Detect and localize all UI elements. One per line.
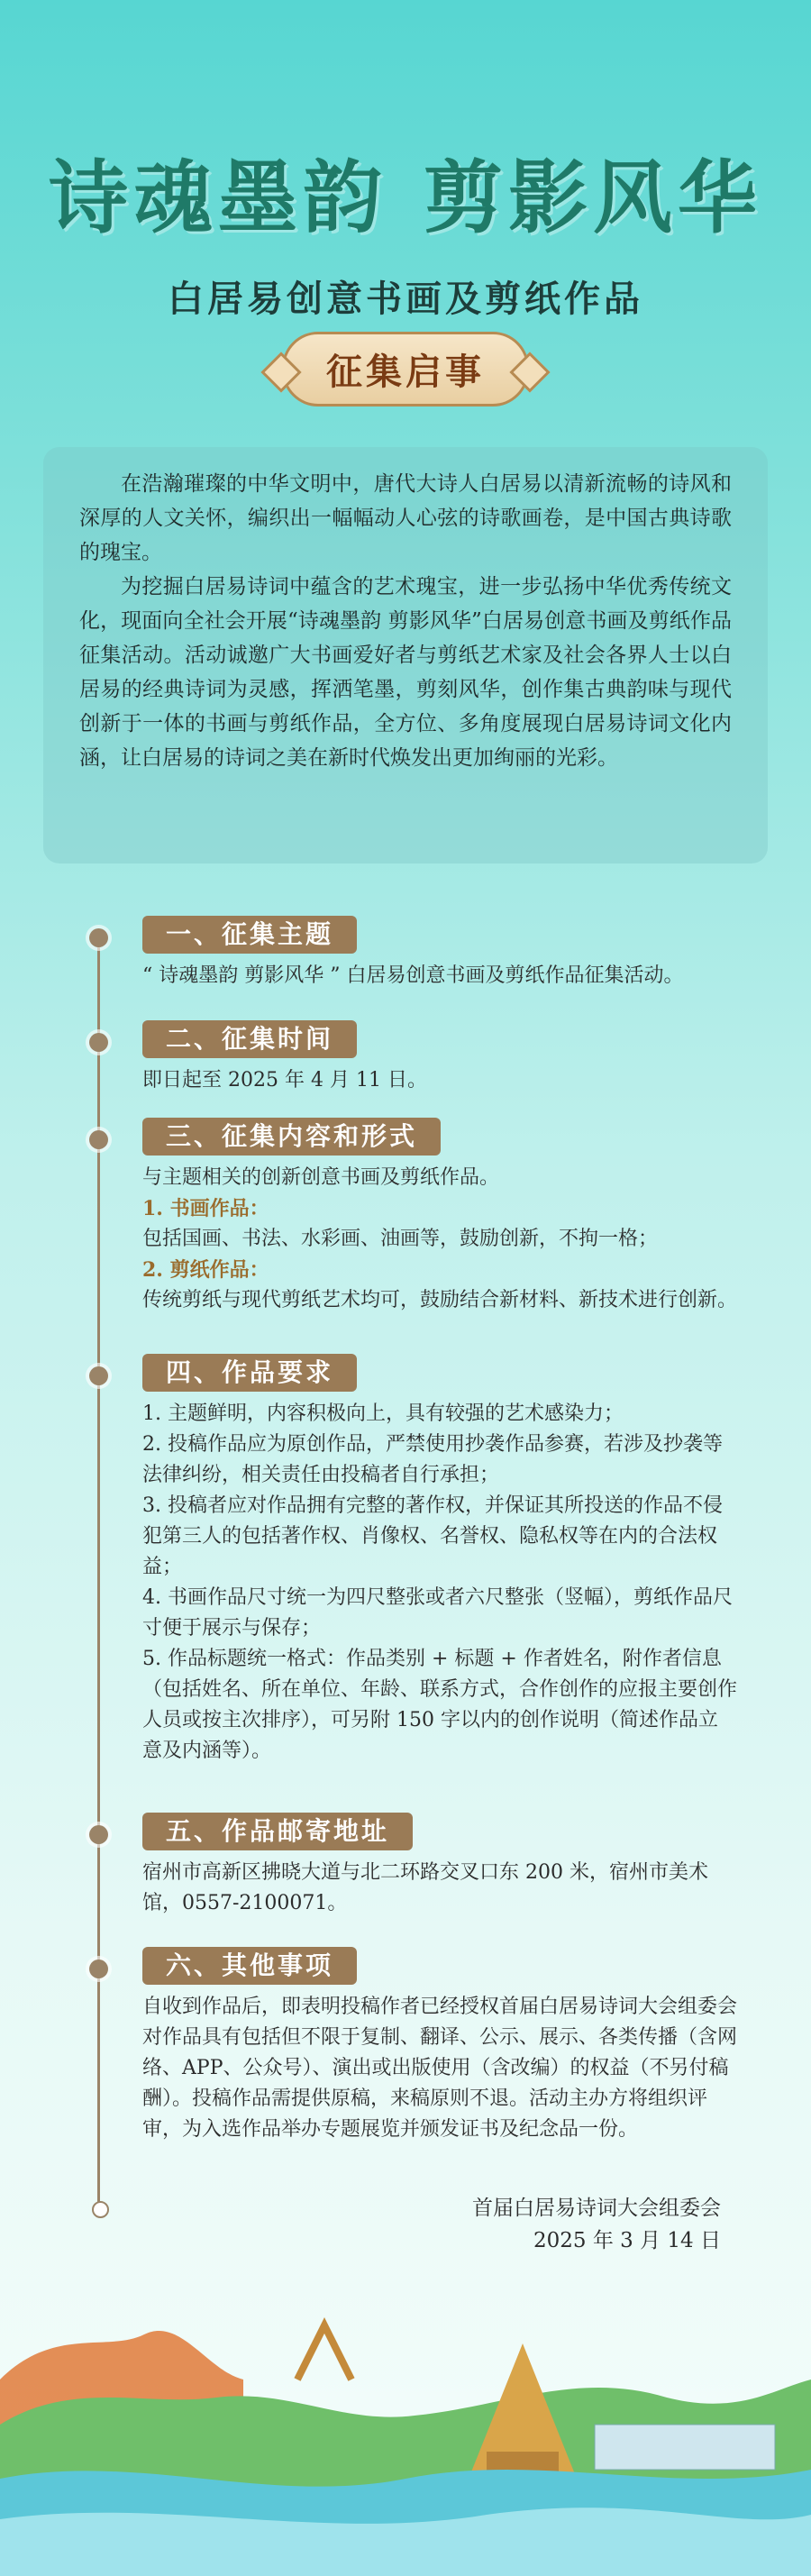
section-theme bbox=[142, 916, 737, 991]
section-heading: 一、征集主题 bbox=[142, 916, 357, 954]
section-heading: 二、征集时间 bbox=[142, 1020, 357, 1058]
section-requirements bbox=[142, 1354, 737, 1767]
sculpture-icon bbox=[297, 2325, 351, 2380]
section-body bbox=[142, 1163, 737, 1316]
subheading-calligraphy: 1. 书画作品： bbox=[142, 1197, 269, 1220]
other-text: 自收到作品后，即表明投稿作者已经授权首届白居易诗词大会组委会对作品具有包括但不限于复制、翻译、公示、展示、各类传播（含网络、APP、公众号）、演出或出版使用（含改编）的权益（不另付稿酬）。投稿作品需提供原稿，来稿原则不退。活动主办方将组织评审，为入选作品举办专题展览并颁发证书及纪念品一份。 bbox=[142, 1996, 738, 2141]
section-line: “ 诗魂墨韵 剪影风华 ” 白居易创意书画及剪纸作品征集活动。 bbox=[142, 964, 684, 987]
section-heading: 六、其他事项 bbox=[142, 1947, 357, 1985]
section-body bbox=[142, 1065, 737, 1096]
section-body bbox=[142, 961, 737, 991]
timeline-dot bbox=[89, 1825, 108, 1844]
timeline-line bbox=[97, 934, 100, 2208]
timeline-dot bbox=[89, 1033, 108, 1052]
section-address bbox=[142, 1813, 737, 1919]
title-part1: 诗魂墨韵 bbox=[48, 151, 387, 244]
requirement-item: 4. 书画作品尺寸统一为四尺整张或者六尺整张（竖幅），剪纸作品尺寸便于展示与保存； bbox=[142, 1586, 733, 1640]
badge-wrap bbox=[0, 332, 811, 406]
signature-date: 2025 年 3 月 14 日 bbox=[533, 2229, 721, 2252]
section-body bbox=[142, 1858, 737, 1919]
announcement-badge: 征集启事 bbox=[282, 332, 529, 406]
timeline-dot bbox=[89, 1959, 108, 1978]
section-line: 与主题相关的创新创意书画及剪纸作品。 bbox=[142, 1166, 500, 1189]
requirement-item: 5. 作品标题统一格式：作品类别 + 标题 + 作者姓名，附作者信息（包括姓名、所在单位、年龄、联系方式，合作创作的应报主要创作人员或按主次排序），可另附 150 字以内的创作说明（简述作品立意及内涵等）。 bbox=[142, 1648, 738, 1762]
timeline-dot bbox=[89, 1130, 108, 1149]
section-line: 包括国画、书法、水彩画、油画等，鼓励创新，不拘一格； bbox=[142, 1228, 659, 1250]
requirement-item: 1. 主题鲜明，内容积极向上，具有较强的艺术感染力； bbox=[142, 1402, 624, 1425]
signature-org: 首届白居易诗词大会组委会 bbox=[472, 2197, 721, 2220]
section-other bbox=[142, 1947, 737, 2145]
address-text: 宿州市高新区拂晓大道与北二环路交叉口东 200 米，宿州市美术馆，0557-2100071。 bbox=[142, 1861, 708, 1914]
requirement-item: 2. 投稿作品应为原创作品，严禁使用抄袭作品参赛，若涉及抄袭等法律纠纷，相关责任由投稿者自行承担； bbox=[142, 1433, 723, 1486]
section-line: 传统剪纸与现代剪纸艺术均可，鼓励结合新材料、新技术进行创新。 bbox=[142, 1289, 738, 1311]
building-icon bbox=[595, 2425, 775, 2470]
requirement-item: 3. 投稿者应对作品拥有完整的著作权，并保证其所投送的作品不侵犯第三人的包括著作权、肖像权、名誉权、隐私权等在内的合法权益； bbox=[142, 1494, 723, 1578]
timeline-end-dot bbox=[92, 2201, 109, 2218]
section-heading: 四、作品要求 bbox=[142, 1354, 357, 1392]
signature bbox=[433, 2192, 721, 2257]
section-time bbox=[142, 1020, 737, 1096]
section-heading: 三、征集内容和形式 bbox=[142, 1118, 441, 1156]
section-line: 即日起至 2025 年 4 月 11 日。 bbox=[142, 1069, 427, 1092]
section-content bbox=[142, 1118, 737, 1316]
main-title bbox=[0, 135, 811, 249]
timeline-dot bbox=[89, 1366, 108, 1385]
subtitle: 白居易创意书画及剪纸作品 bbox=[168, 278, 643, 320]
subheading-papercut: 2. 剪纸作品： bbox=[142, 1258, 269, 1282]
intro-box bbox=[43, 447, 768, 863]
timeline-dot bbox=[89, 928, 108, 947]
section-heading: 五、作品邮寄地址 bbox=[142, 1813, 413, 1850]
intro-paragraph-2: 为挖掘白居易诗词中蕴含的艺术瑰宝，进一步弘扬中华优秀传统文化，现面向全社会开展“诗魂墨韵 剪影风华”白居易创意书画及剪纸作品征集活动。活动诚邀广大书画爱好者与剪纸艺术家及社会各界人士以白居易的经典诗词为灵感，挥洒笔墨，剪刻风华，创作集古典韵味与现代创新于一体的书画与剪纸作品，全方位、多角度展现白居易诗词文化内涵，让白居易的诗词之美在新时代焕发出更加绚丽的光彩。 bbox=[79, 575, 732, 770]
intro-paragraph-1: 在浩瀚璀璨的中华文明中，唐代大诗人白居易以清新流畅的诗风和深厚的人文关怀，编织出一幅幅动人心弦的诗歌画卷，是中国古典诗歌的瑰宝。 bbox=[79, 472, 732, 564]
title-part2: 剪影风华 bbox=[424, 151, 763, 244]
section-body bbox=[142, 1399, 737, 1767]
section-body bbox=[142, 1992, 737, 2145]
landscape-illustration bbox=[0, 2271, 811, 2576]
